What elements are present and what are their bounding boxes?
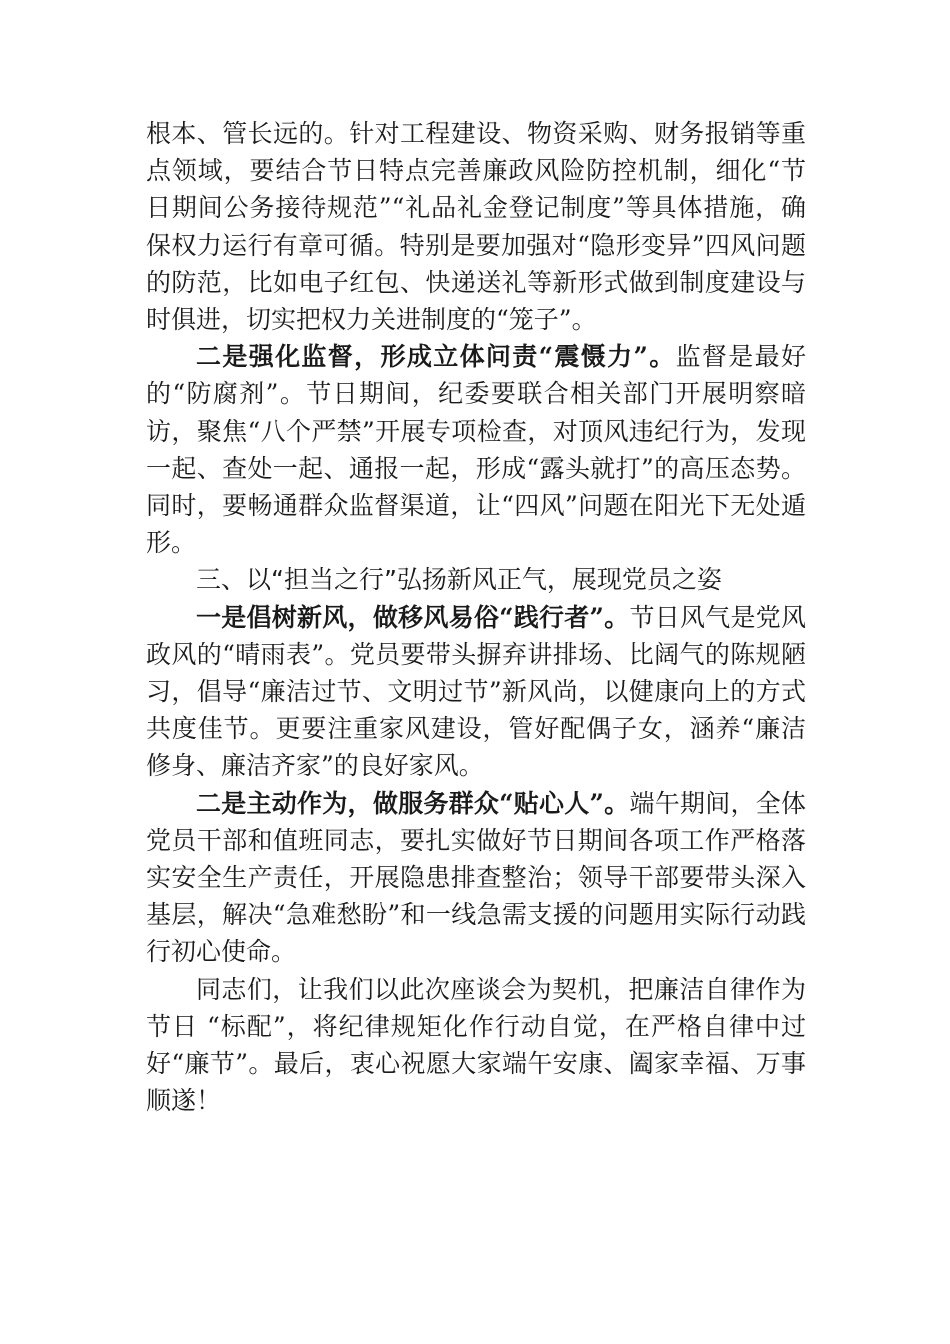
paragraph-lead: 二是强化监督，形成立体问责“震慑力”。 bbox=[196, 342, 676, 372]
paragraph-text: 同志们，让我们以此次座谈会为契机，把廉洁自律作为节日 “标配”，将纪律规矩化作行动自觉，在严格自律中过好“廉节”。最后，衷心祝愿大家端午安康、阖家幸福、万事顺遂！ bbox=[146, 974, 806, 1116]
paragraph-continuation bbox=[146, 115, 806, 338]
paragraph-new-customs bbox=[146, 599, 806, 785]
paragraph-text: 监督是最好的“防腐剂”。节日期间，纪委要联合相关部门开展明察暗访，聚焦“八个严禁”开展专项检查，对顶风违纪行为，发现一起、查处一起、通报一起，形成“露头就打”的高压态势。同时，要畅通群众监督渠道，让“四风”问题在阳光下无处遁形。 bbox=[146, 342, 806, 558]
paragraph-lead: 一是倡树新风，做移风易俗“践行者”。 bbox=[196, 602, 630, 632]
document-page bbox=[146, 115, 806, 1119]
section-heading: 三、以“担当之行”弘扬新风正气，展现党员之姿 bbox=[196, 565, 722, 595]
paragraph-text: 节日风气是党风政风的“晴雨表”。党员要带头摒弃讲排场、比阔气的陈规陋习，倡导“廉洁过节、文明过节”新风尚，以健康向上的方式共度佳节。更要注重家风建设，管好配偶子女，涵养“廉洁修身、廉洁齐家”的良好家风。 bbox=[146, 602, 806, 781]
paragraph-text: 端午期间，全体党员干部和值班同志，要扎实做好节日期间各项工作严格落实安全生产责任，开展隐患排查整治；领导干部要带头深入基层，解决“急难愁盼”和一线急需支援的问题用实际行动践行初心使命。 bbox=[146, 788, 806, 967]
paragraph-text: 根本、管长远的。针对工程建设、物资采购、财务报销等重点领域，要结合节日特点完善廉政风险防控机制，细化“节日期间公务接待规范”“礼品礼金登记制度”等具体措施，确保权力运行有章可循。特别是要加强对“隐形变异”四风问题的防范，比如电子红包、快递送礼等新形式做到制度建设与时俱进，切实把权力关进制度的“笼子”。 bbox=[146, 119, 806, 335]
paragraph-serve-people bbox=[146, 785, 806, 971]
paragraph-closing bbox=[146, 971, 806, 1120]
paragraph-supervision bbox=[146, 338, 806, 561]
paragraph-lead: 二是主动作为，做服务群众“贴心人”。 bbox=[196, 788, 630, 818]
